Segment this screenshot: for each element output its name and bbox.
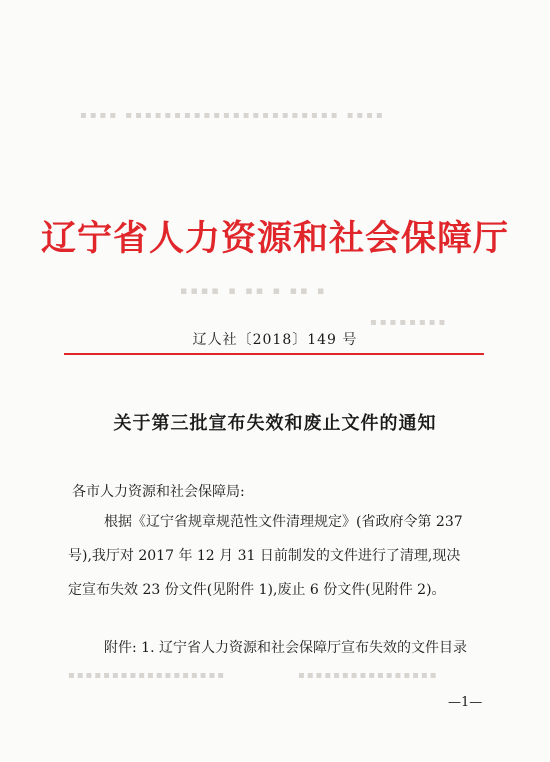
page-number: —1—	[448, 695, 483, 710]
show-through-text: ▪▪▪▪ ▪ ▪▪ ▪ ▪▪ ▪	[180, 284, 328, 297]
show-through-text: ▪▪▪▪ ▪▪▪▪▪▪▪▪▪▪▪▪▪▪▪▪▪▪▪▪▪▪ ▪▪▪▪	[80, 110, 386, 121]
paragraph-line-1: 根据《辽宁省规章规范性文件清理规定》(省政府令第 237	[104, 514, 463, 530]
paragraph-line-3: 定宣布失效 23 份文件(见附件 1),废止 6 份文件(见附件 2)。	[68, 582, 446, 598]
attachment-line: 附件: 1. 辽宁省人力资源和社会保障厅宣布失效的文件目录	[104, 640, 467, 656]
red-separator-line	[64, 353, 484, 355]
show-through-text: ▪▪▪▪▪▪▪▪▪▪▪▪▪▪▪▪	[298, 670, 439, 681]
notice-title: 关于第三批宣布失效和废止文件的通知	[113, 413, 437, 434]
document-number: 辽人社〔2018〕149 号	[192, 332, 358, 348]
paragraph-line-2: 号),我厅对 2017 年 12 月 31 日前制发的文件进行了清理,现决	[68, 548, 461, 564]
show-through-text: ▪▪▪▪▪▪▪▪▪▪▪▪▪▪▪▪▪▪	[68, 670, 226, 681]
show-through-text: ▪▪▪▪▪▪▪▪	[370, 317, 449, 328]
letterhead-title: 辽宁省人力资源和社会保障厅	[40, 218, 509, 259]
salutation: 各市人力资源和社会保障局:	[72, 484, 245, 500]
